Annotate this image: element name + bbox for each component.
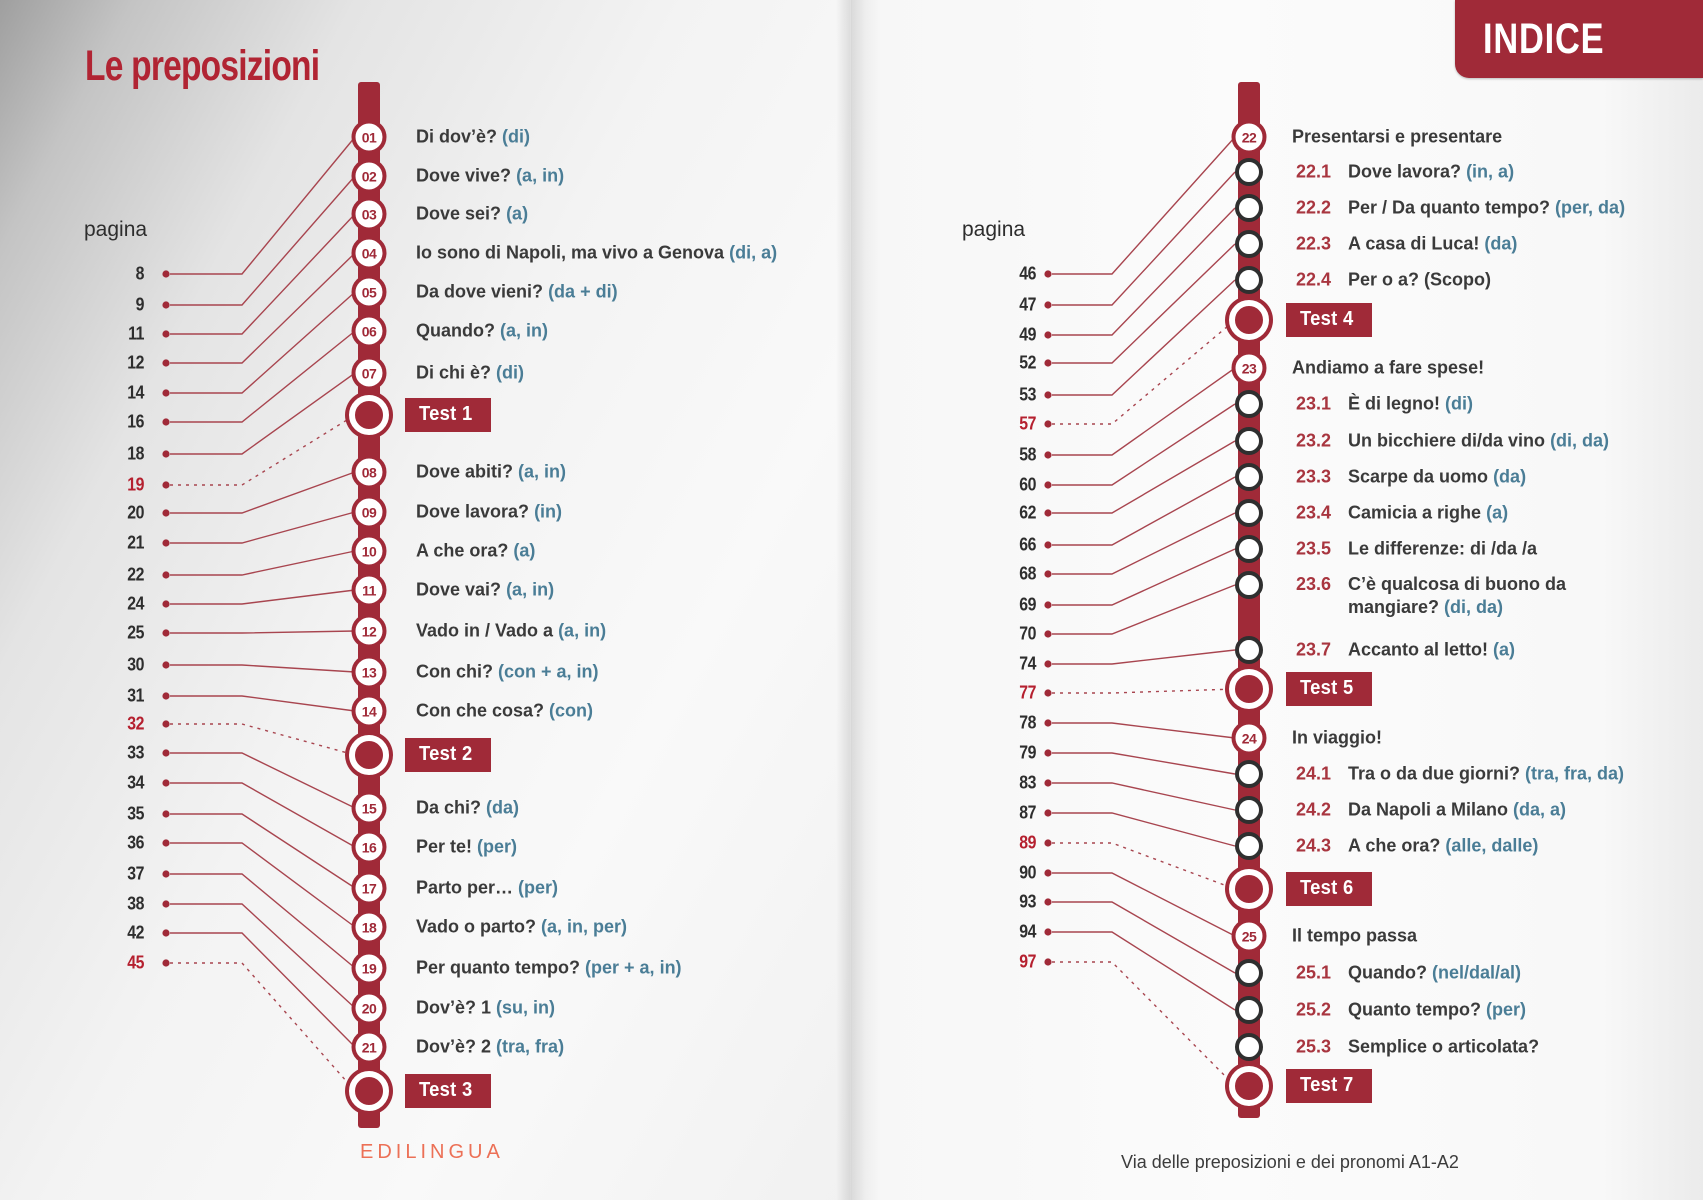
sub-entry-number: 23.3 <box>1296 466 1332 487</box>
sub-entry-text: Per o a? (Scopo) <box>1348 269 1492 290</box>
sub-entry-number: 25.3 <box>1296 1036 1332 1057</box>
preposition-annotation: (di) <box>1445 393 1473 414</box>
page-number: 77 <box>1019 682 1036 703</box>
toc-entry-label: Con chi? <box>416 661 493 682</box>
toc-sub-entry <box>1296 466 1526 489</box>
toc-entry-label: Con che cosa? <box>416 700 545 721</box>
test-badge <box>1286 872 1372 906</box>
sub-entry-label <box>1348 999 1526 1022</box>
toc-entry <box>416 621 606 642</box>
preposition-annotation: (di, da) <box>1444 597 1504 617</box>
sub-entry-number: 24.3 <box>1296 835 1332 856</box>
preposition-annotation: (a, in) <box>516 165 565 186</box>
preposition-annotation: (a) <box>506 203 529 224</box>
chapter-number-circle: 25 <box>1232 919 1267 954</box>
toc-entry <box>416 363 524 384</box>
toc-entry <box>416 502 562 523</box>
page-seam <box>836 0 866 1200</box>
chapter-number-circle: 12 <box>352 614 387 649</box>
sub-entry-text: Da Napoli a Milano <box>1348 799 1509 820</box>
toc-entry <box>416 958 682 979</box>
page-number: 32 <box>127 713 144 734</box>
edilingua-logo: EDILINGUA <box>360 1141 504 1163</box>
chapter-number-circle: 04 <box>352 236 387 271</box>
toc-entry-label: Quando? <box>416 320 495 341</box>
sub-entry-number: 22.4 <box>1296 269 1332 290</box>
toc-sub-entry <box>1296 161 1514 184</box>
page-number: 87 <box>1019 802 1036 823</box>
preposition-annotation: (di, a) <box>729 242 778 263</box>
sub-item-circle <box>1235 996 1263 1024</box>
preposition-annotation: (da + di) <box>548 281 618 302</box>
preposition-annotation: (da) <box>1484 233 1518 254</box>
toc-entry <box>416 1037 564 1058</box>
chapter-number-circle: 03 <box>352 197 387 232</box>
preposition-annotation: (da, a) <box>1513 799 1567 820</box>
preposition-annotation: (a, in, per) <box>541 916 628 937</box>
sub-entry-label <box>1348 835 1538 858</box>
indice-header-label: INDICE <box>1483 14 1605 63</box>
indice-header <box>1455 0 1703 78</box>
sub-entry-text: Scarpe da uomo <box>1348 466 1489 487</box>
toc-sub-entry <box>1296 999 1526 1022</box>
page-number: 25 <box>127 622 144 643</box>
sub-entry-number: 24.1 <box>1296 763 1332 784</box>
sub-entry-text: Quanto tempo? <box>1348 999 1481 1020</box>
chapter-number-circle: 15 <box>352 791 387 826</box>
preposition-annotation: (alle, dalle) <box>1445 835 1539 856</box>
test-badge-label: Test 2 <box>419 743 473 765</box>
toc-entry <box>1292 926 1417 947</box>
test-badge <box>405 738 491 772</box>
sub-entry-text: Camicia a righe <box>1348 502 1482 523</box>
toc-entry <box>416 462 566 483</box>
toc-sub-entry <box>1296 962 1521 985</box>
toc-sub-entry <box>1296 502 1508 525</box>
toc-entry <box>416 917 627 938</box>
preposition-annotation: (nel/dal/al) <box>1432 962 1522 983</box>
page-number: 38 <box>127 893 144 914</box>
toc-sub-entry <box>1296 430 1609 453</box>
toc-entry <box>416 243 777 264</box>
toc-entry-label: Il tempo passa <box>1292 925 1418 946</box>
toc-entry-label: Dove lavora? <box>416 501 530 522</box>
page-number: 33 <box>127 742 144 763</box>
sub-entry-text: Le differenze: di /da /a <box>1348 538 1538 559</box>
preposition-annotation: (a, in) <box>558 620 607 641</box>
test-circle <box>349 395 389 435</box>
test-circle <box>1229 1066 1269 1106</box>
sub-entry-label <box>1348 233 1517 256</box>
test-badge-label: Test 1 <box>419 403 473 425</box>
page-number: 83 <box>1019 772 1036 793</box>
page-number: 42 <box>127 922 144 943</box>
sub-item-circle <box>1235 230 1263 258</box>
test-badge <box>1286 672 1372 706</box>
right-page-background <box>851 0 1703 1200</box>
sub-entry-text: A casa di Luca! <box>1348 233 1480 254</box>
sub-item-circle <box>1235 390 1263 418</box>
page-number: 46 <box>1019 263 1036 284</box>
page-number: 16 <box>127 411 144 432</box>
preposition-annotation: (in, a) <box>1466 161 1515 182</box>
page-number: 24 <box>127 593 144 614</box>
sub-entry-number: 24.2 <box>1296 799 1332 820</box>
chapter-number-circle: 14 <box>352 694 387 729</box>
page-number: 79 <box>1019 742 1036 763</box>
page-number: 94 <box>1019 921 1036 942</box>
page-number: 11 <box>128 323 144 344</box>
toc-entry-label: Dov’è? 1 <box>416 997 492 1018</box>
sub-item-circle <box>1235 158 1263 186</box>
toc-entry-label: Per te! <box>416 836 473 857</box>
preposition-annotation: (di, da) <box>1550 430 1610 451</box>
page-number: 93 <box>1019 891 1036 912</box>
page-number: 78 <box>1019 712 1036 733</box>
pagina-label-left: pagina <box>84 218 148 241</box>
toc-entry <box>416 798 519 819</box>
sub-entry-number: 23.4 <box>1296 502 1332 523</box>
toc-entry-label: Io sono di Napoli, ma vivo a Genova <box>416 242 725 263</box>
sub-item-circle <box>1235 266 1263 294</box>
page-number: 19 <box>127 474 144 495</box>
page-number: 8 <box>135 263 144 284</box>
page-number: 90 <box>1019 862 1036 883</box>
page-number: 74 <box>1019 653 1036 674</box>
page-number: 60 <box>1019 474 1036 495</box>
preposition-annotation: (per) <box>477 836 518 857</box>
chapter-number-circle: 22 <box>1232 120 1267 155</box>
toc-entry-label: Dove vai? <box>416 579 502 600</box>
sub-entry-text: Per / Da quanto tempo? <box>1348 197 1551 218</box>
sub-entry-text: Semplice o articolata? <box>1348 1036 1540 1057</box>
sub-entry-number: 23.5 <box>1296 538 1332 559</box>
toc-entry <box>1292 728 1382 749</box>
sub-item-circle <box>1235 1033 1263 1061</box>
sub-entry-number: 22.2 <box>1296 197 1332 218</box>
toc-entry <box>416 580 554 601</box>
sub-entry-label <box>1348 161 1514 184</box>
preposition-annotation: (per, da) <box>1555 197 1626 218</box>
toc-entry <box>416 541 535 562</box>
sub-item-circle <box>1235 194 1263 222</box>
sub-item-circle <box>1235 463 1263 491</box>
chapter-number-circle: 10 <box>352 534 387 569</box>
preposition-annotation: (di) <box>502 126 531 147</box>
toc-entry-label: Per quanto tempo? <box>416 957 581 978</box>
toc-sub-entry <box>1296 269 1491 292</box>
toc-entry <box>416 321 548 342</box>
page-number: 58 <box>1019 444 1036 465</box>
preposition-annotation: (a) <box>1486 502 1509 523</box>
chapter-number-circle: 05 <box>352 275 387 310</box>
page-number: 70 <box>1019 623 1036 644</box>
test-badge <box>1286 303 1372 337</box>
chapter-number-circle: 07 <box>352 356 387 391</box>
sub-entry-text: Quando? <box>1348 962 1427 983</box>
page-number: 20 <box>127 502 144 523</box>
page-number: 69 <box>1019 594 1036 615</box>
page-number: 12 <box>127 352 144 373</box>
chapter-number-circle: 19 <box>352 951 387 986</box>
chapter-number-circle: 21 <box>352 1030 387 1065</box>
page-number: 68 <box>1019 563 1036 584</box>
sub-entry-number: 25.1 <box>1296 962 1332 983</box>
toc-sub-entry <box>1296 835 1538 858</box>
toc-entry <box>416 204 528 225</box>
page-number: 9 <box>135 294 144 315</box>
chapter-number-circle: 09 <box>352 495 387 530</box>
sub-item-circle <box>1235 959 1263 987</box>
toc-entry <box>416 166 564 187</box>
toc-sub-entry <box>1296 393 1473 416</box>
chapter-number-circle: 24 <box>1232 721 1267 756</box>
toc-entry-label: A che ora? <box>416 540 509 561</box>
sub-entry-text: Dove lavora? <box>1348 161 1462 182</box>
sub-entry-label <box>1348 1036 1539 1059</box>
test-badge-label: Test 6 <box>1300 877 1354 899</box>
sub-entry-number: 22.3 <box>1296 233 1332 254</box>
page-number: 21 <box>127 532 144 553</box>
preposition-annotation: (a, in) <box>500 320 549 341</box>
sub-item-circle <box>1235 571 1263 599</box>
test-badge-label: Test 3 <box>419 1079 473 1101</box>
preposition-annotation: (a, in) <box>518 461 567 482</box>
page-number: 47 <box>1019 294 1036 315</box>
sub-entry-number: 23.2 <box>1296 430 1332 451</box>
toc-entry <box>416 878 558 899</box>
preposition-annotation: (in) <box>534 501 563 522</box>
sub-item-circle <box>1235 427 1263 455</box>
sub-entry-number: 22.1 <box>1296 161 1332 182</box>
preposition-annotation: (da) <box>486 797 520 818</box>
toc-entry-label: Dov’è? 2 <box>416 1036 492 1057</box>
sub-entry-label <box>1348 538 1537 561</box>
toc-sub-entry <box>1296 197 1625 220</box>
test-circle <box>349 1071 389 1111</box>
sub-entry-label <box>1348 502 1508 525</box>
preposition-annotation: (a) <box>513 540 536 561</box>
page-number: 31 <box>127 685 144 706</box>
sub-entry-number: 23.1 <box>1296 393 1332 414</box>
toc-entry <box>416 701 593 722</box>
sub-entry-label <box>1348 269 1491 292</box>
sub-entry-text: Un bicchiere di/da vino <box>1348 430 1546 451</box>
page-number: 52 <box>1019 352 1036 373</box>
sub-entry-text: A che ora? <box>1348 835 1441 856</box>
chapter-number-circle: 02 <box>352 159 387 194</box>
page-number: 66 <box>1019 534 1036 555</box>
toc-entry <box>416 998 555 1019</box>
toc-sub-entry <box>1296 639 1515 662</box>
sub-entry-number: 25.2 <box>1296 999 1332 1020</box>
toc-entry-label: Vado in / Vado a <box>416 620 554 641</box>
toc-sub-entry <box>1296 233 1517 256</box>
page-number: 34 <box>127 772 144 793</box>
sub-entry-label <box>1348 197 1625 220</box>
toc-entry-label: Dove abiti? <box>416 461 514 482</box>
toc-entry <box>416 127 530 148</box>
sub-entry-label <box>1348 763 1624 786</box>
test-circle <box>349 735 389 775</box>
pagina-label-right: pagina <box>962 218 1026 241</box>
page-title: Le preposizioni <box>85 42 320 90</box>
preposition-annotation: (per) <box>518 877 559 898</box>
page-number: 57 <box>1019 413 1036 434</box>
sub-item-circle <box>1235 760 1263 788</box>
chapter-number-circle: 13 <box>352 655 387 690</box>
toc-sub-entry <box>1296 799 1566 822</box>
page-number: 22 <box>127 564 144 585</box>
page-number: 18 <box>127 443 144 464</box>
chapter-number-circle: 23 <box>1232 351 1267 386</box>
test-badge <box>405 398 491 432</box>
chapter-number-circle: 18 <box>352 910 387 945</box>
toc-entry-label: Di dov’è? <box>416 126 498 147</box>
page-number: 30 <box>127 654 144 675</box>
test-badge <box>1286 1069 1372 1103</box>
chapter-number-circle: 01 <box>352 120 387 155</box>
chapter-number-circle: 17 <box>352 871 387 906</box>
preposition-annotation: (a) <box>1493 639 1516 660</box>
toc-entry <box>416 837 517 858</box>
sub-entry-label <box>1348 573 1566 619</box>
page-number: 62 <box>1019 502 1036 523</box>
sub-entry-text: C’è qualcosa di buono da <box>1348 574 1567 594</box>
toc-entry <box>416 662 599 683</box>
sub-item-circle <box>1235 796 1263 824</box>
preposition-annotation: (tra, fra, da) <box>1525 763 1625 784</box>
sub-entry-label <box>1348 393 1473 416</box>
toc-entry-label: Dove vive? <box>416 165 512 186</box>
page-number: 97 <box>1019 951 1036 972</box>
test-badge-label: Test 5 <box>1300 677 1354 699</box>
test-circle <box>1229 300 1269 340</box>
page-number: 53 <box>1019 384 1036 405</box>
toc-entry-label: Da dove vieni? <box>416 281 544 302</box>
sub-entry-text: È di legno! <box>1348 393 1440 414</box>
toc-sub-entry <box>1296 763 1624 786</box>
test-circle <box>1229 869 1269 909</box>
sub-entry-label <box>1348 639 1515 662</box>
sub-item-circle <box>1235 832 1263 860</box>
page-number: 45 <box>127 952 144 973</box>
toc-entry <box>1292 358 1484 379</box>
toc-entry-label: Vado o parto? <box>416 916 537 937</box>
sub-entry-label <box>1348 466 1526 489</box>
sub-entry-label <box>1348 430 1609 453</box>
test-badge-label: Test 7 <box>1300 1074 1354 1096</box>
chapter-number-circle: 06 <box>352 314 387 349</box>
chapter-number-circle: 20 <box>352 991 387 1026</box>
sub-entry-label <box>1348 962 1521 985</box>
sub-entry-label <box>1348 799 1566 822</box>
page-number: 35 <box>127 803 144 824</box>
preposition-annotation: (per) <box>1486 999 1527 1020</box>
sub-entry-number: 23.7 <box>1296 639 1332 660</box>
sub-entry-text-line2: mangiare? <box>1348 597 1440 617</box>
toc-entry-label: Dove sei? <box>416 203 502 224</box>
test-badge-label: Test 4 <box>1300 308 1354 330</box>
page-number: 36 <box>127 832 144 853</box>
sub-entry-number: 23.6 <box>1296 574 1332 594</box>
preposition-annotation: (a, in) <box>506 579 555 600</box>
preposition-annotation: (con + a, in) <box>498 661 599 682</box>
sub-item-circle <box>1235 535 1263 563</box>
toc-entry <box>1292 127 1502 148</box>
toc-entry-label: In viaggio! <box>1292 727 1382 748</box>
sub-item-circle <box>1235 636 1263 664</box>
page-number: 37 <box>127 863 144 884</box>
test-badge <box>405 1074 491 1108</box>
preposition-annotation: (su, in) <box>496 997 556 1018</box>
toc-sub-entry <box>1296 573 1566 619</box>
book-title-footer: Via delle preposizioni e dei pronomi A1-A2 <box>1121 1152 1459 1172</box>
toc-entry-label: Andiamo a fare spese! <box>1292 357 1485 378</box>
page-number: 14 <box>127 382 144 403</box>
sub-entry-text: Tra o da due giorni? <box>1348 763 1521 784</box>
toc-entry-label: Parto per… <box>416 877 514 898</box>
toc-entry-label: Di chi è? <box>416 362 492 383</box>
chapter-number-circle: 08 <box>352 455 387 490</box>
toc-entry-label: Presentarsi e presentare <box>1292 126 1503 147</box>
preposition-annotation: (di) <box>496 362 525 383</box>
toc-sub-entry <box>1296 538 1537 561</box>
toc-sub-entry <box>1296 1036 1539 1059</box>
chapter-number-circle: 11 <box>352 573 387 608</box>
test-circle <box>1229 669 1269 709</box>
preposition-annotation: (da) <box>1493 466 1527 487</box>
toc-entry <box>416 282 618 303</box>
sub-entry-text: Accanto al letto! <box>1348 639 1489 660</box>
page-number: 89 <box>1019 832 1036 853</box>
preposition-annotation: (tra, fra) <box>496 1036 565 1057</box>
sub-item-circle <box>1235 499 1263 527</box>
preposition-annotation: (con) <box>549 700 594 721</box>
toc-entry-label: Da chi? <box>416 797 482 818</box>
chapter-number-circle: 16 <box>352 830 387 865</box>
page-number: 49 <box>1019 324 1036 345</box>
preposition-annotation: (per + a, in) <box>585 957 682 978</box>
